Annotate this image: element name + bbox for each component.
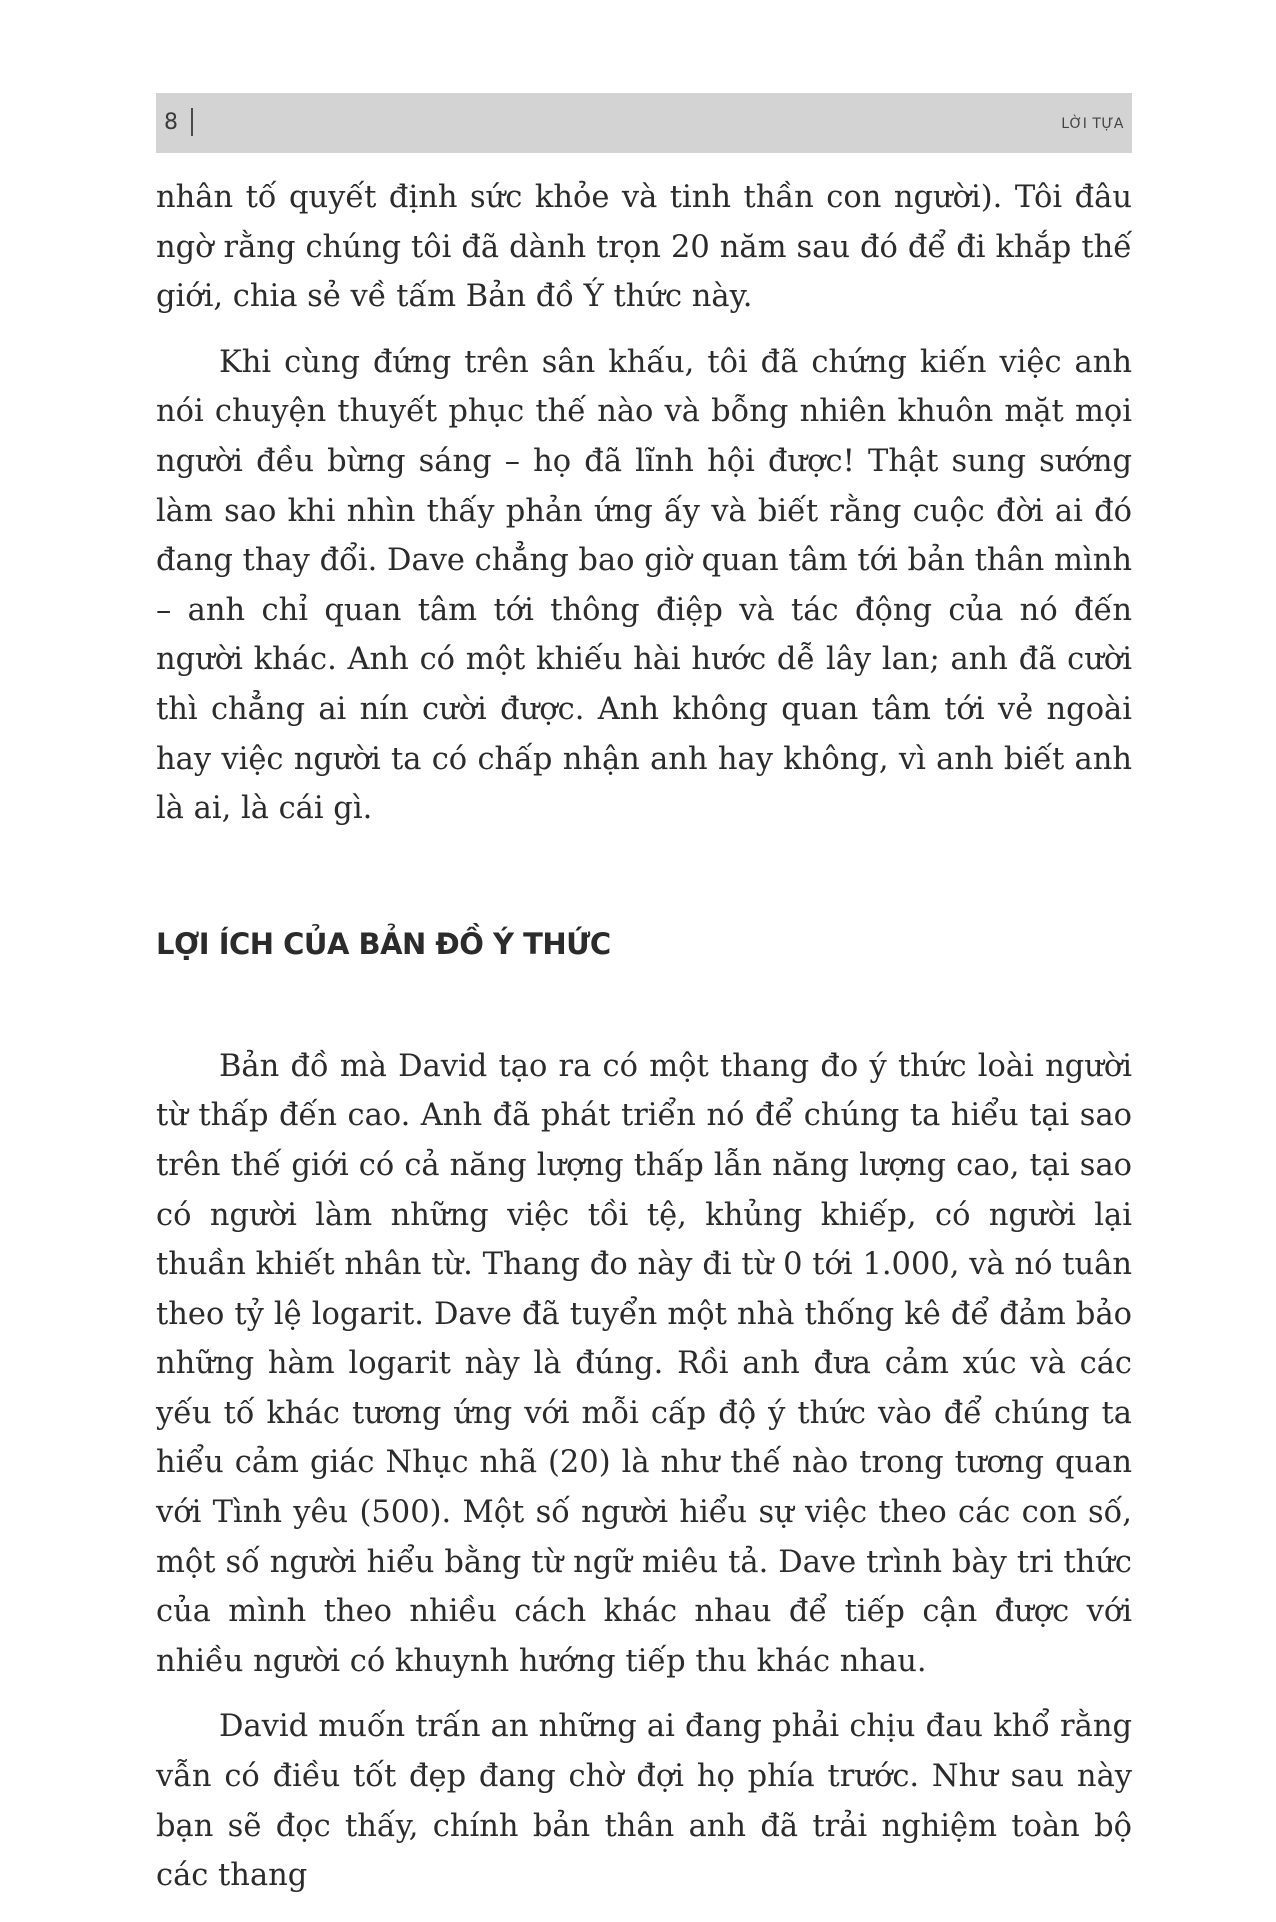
body-paragraph-2: Khi cùng đứng trên sân khấu, tôi đã chứng kiến việc anh nói chuyện thuyết phục thế nào và bỗng nhiên khuôn mặt mọi người đều bừng sáng – họ đã lĩnh hội được! Thật sung sướng làm sao khi nhìn thấy phản ứng ấy và biết rằng cuộc đời ai đó đang thay đổi. Dave chẳng bao giờ quan tâm tới bản thân mình – anh chỉ quan tâm tới thông điệp và tác động của nó đến người khác. Anh có một khiếu hài hước dễ lây lan; anh đã cười thì chẳng ai nín cười được. Anh không quan tâm tới vẻ ngoài hay việc người ta có chấp nhận anh hay không, vì anh biết anh là ai, là cái gì. — [156, 344, 1132, 827]
body-paragraph-4: David muốn trấn an những ai đang phải chịu đau khổ rằng vẫn có điều tốt đẹp đang chờ đợi họ phía trước. Như sau này bạn sẽ đọc thấy, chính bản thân anh đã trải nghiệm toàn bộ các thang — [156, 1709, 1132, 1894]
section-heading: LỢI ÍCH CỦA BẢN ĐỒ Ý THỨC — [156, 926, 611, 961]
page-body — [156, 173, 1132, 1901]
running-head-title: LỜI TỰA — [1061, 116, 1124, 132]
body-paragraph-3: Bản đồ mà David tạo ra có một thang đo ý thức loài người từ thấp đến cao. Anh đã phát triển nó để chúng ta hiểu tại sao trên thế giới có cả năng lượng thấp lẫn năng lượng cao, tại sao có người làm những việc tồi tệ, khủng khiếp, có người lại thuần khiết nhân từ. Thang đo này đi từ 0 tới 1.000, và nó tuân theo tỷ lệ logarit. Dave đã tuyển một nhà thống kê để đảm bảo những hàm logarit này là đúng. Rồi anh đưa cảm xúc và các yếu tố khác tương ứng với mỗi cấp độ ý thức vào để chúng ta hiểu cảm giác Nhục nhã (20) là như thế nào trong tương quan với Tình yêu (500). Một số người hiểu sự việc theo các con số, một số người hiểu bằng từ ngữ miêu tả. Dave trình bày tri thức của mình theo nhiều cách khác nhau để tiếp cận được với nhiều người có khuynh hướng tiếp thu khác nhau. — [156, 1048, 1132, 1679]
page-number: 8 — [164, 110, 178, 135]
running-header — [156, 93, 1132, 153]
header-divider — [191, 108, 193, 136]
body-paragraph-1: nhân tố quyết định sức khỏe và tinh thần con người). Tôi đâu ngờ rằng chúng tôi đã dành trọn 20 năm sau đó để đi khắp thế giới, chia sẻ về tấm Bản đồ Ý thức này. — [156, 180, 1132, 315]
